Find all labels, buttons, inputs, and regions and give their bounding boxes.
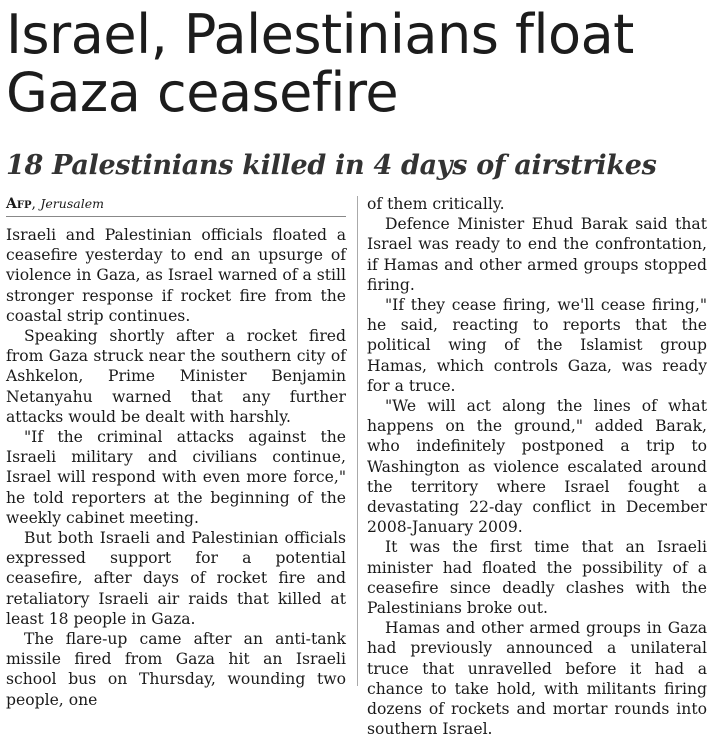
paragraph: "We will act along the lines of what happens on the ground," added Barak, who indefinitely postponed a trip to Washington as violence escalated around the territory where Israel fought a devastating 22-day conflict in December 2008-January 2009. <box>367 397 707 537</box>
paragraph: "If they cease firing, we'll cease firing," he said, reacting to reports that the political wing of the Islamist group Hamas, which controls Gaza, was ready for a truce. <box>367 296 707 395</box>
paragraph: Israeli and Palestinian officials floated a ceasefire yesterday to end an upsurge of violence in Gaza, as Israel warned of a still stronger response if rocket fire from the coastal strip continues. <box>6 226 346 325</box>
paragraph: Hamas and other armed groups in Gaza had previously announced a unilateral truce that unravelled before it had a chance to take hold, with militants firing dozens of rockets and mortar rounds into southern Israel. <box>367 619 707 739</box>
paragraph: Defence Minister Ehud Barak said that Israel was ready to end the confrontation, if Hamas and other armed groups stopped firing. <box>367 215 707 294</box>
paragraph: "If the criminal attacks against the Israeli military and civilians continue, Israel will respond with even more force," he told reporters at the beginning of the weekly cabinet meeting. <box>6 428 346 527</box>
article-column-left <box>6 194 346 710</box>
headline: Israel, Palestinians float Gaza ceasefire <box>6 3 634 124</box>
byline: Afp, Jerusalem <box>6 194 346 217</box>
byline-location: Jerusalem <box>40 196 104 211</box>
paragraph: It was the first time that an Israeli minister had floated the possibility of a ceasefire since deadly clashes with the Palestinians broke out. <box>367 538 707 618</box>
paragraph: Speaking shortly after a rocket fired from Gaza struck near the southern city of Ashkelon, Prime Minister Benjamin Netanyahu warned that any further attacks would be dealt with harshly. <box>6 327 346 426</box>
paragraph: But both Israeli and Palestinian officials expressed support for a potential ceasefire, after days of rocket fire and retaliatory Israeli air raids that killed at least 18 people in Gaza. <box>6 529 346 628</box>
column-divider <box>357 196 358 686</box>
byline-agency: Afp <box>6 196 32 212</box>
subheadline: 18 Palestinians killed in 4 days of airstrikes <box>6 150 657 181</box>
paragraph: of them critically. <box>367 195 505 213</box>
paragraph: The flare-up came after an anti-tank missile fired from Gaza hit an Israeli school bus on Thursday, wounding two people, one <box>6 630 346 709</box>
article-column-right <box>367 194 707 739</box>
